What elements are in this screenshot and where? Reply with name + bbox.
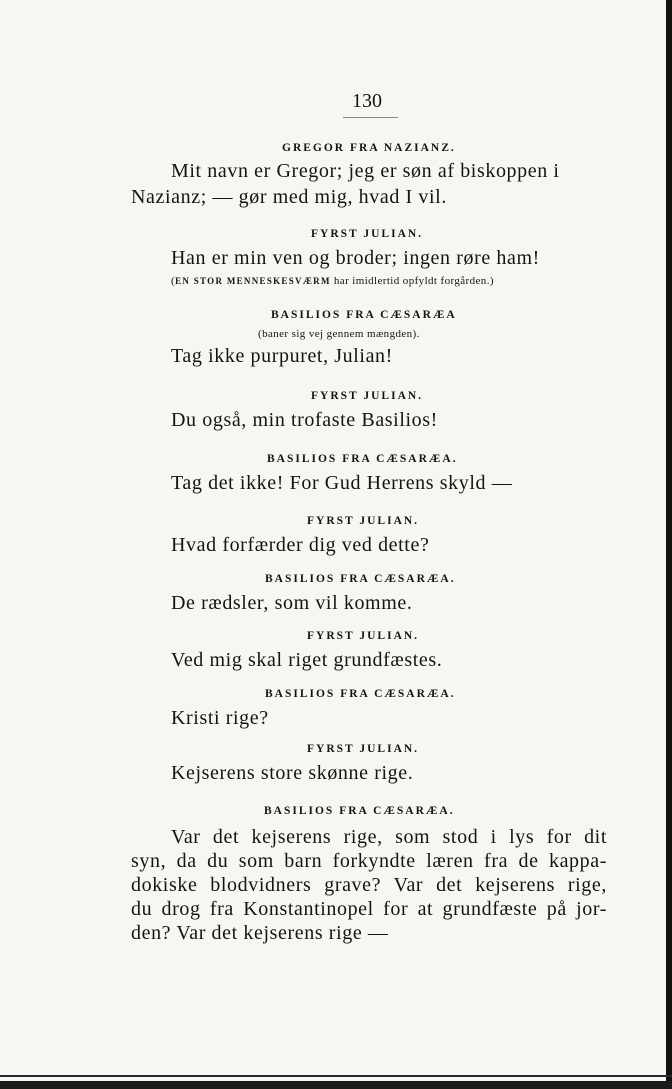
dialogue-line: Du også, min trofaste Basilios! (171, 409, 438, 431)
speaker-julian: FYRST JULIAN. (307, 630, 420, 642)
stage-direction: (baner sig vej gennem mængden). (258, 328, 420, 340)
dialogue-line: De rædsler, som vil komme. (171, 592, 413, 614)
dialogue-line: Tag ikke purpuret, Julian! (171, 345, 393, 367)
page-edge-shadow (666, 0, 672, 1089)
speaker-basilios: BASILIOS FRA CÆSARÆA. (265, 688, 456, 700)
dialogue-line: Nazianz; — gør med mig, hvad I vil. (131, 186, 447, 208)
dialogue-line: Han er min ven og broder; ingen røre ham! (171, 247, 540, 269)
dialogue-line: den? Var det kejserens rige — (131, 922, 389, 944)
page-bottom-edge (0, 1081, 672, 1089)
speaker-basilios: BASILIOS FRA CÆSARÆA. (265, 573, 456, 585)
speaker-basilios: BASILIOS FRA CÆSARÆA. (264, 805, 455, 817)
page-number: 130 (352, 90, 382, 112)
speaker-gregor: GREGOR FRA NAZIANZ. (282, 142, 456, 154)
page-bottom-line (0, 1075, 672, 1077)
speaker-julian: FYRST JULIAN. (307, 515, 420, 527)
stage-text: har imidlertid opfyldt forgården.) (330, 275, 494, 287)
speaker-basilios: BASILIOS FRA CÆSARÆA. (267, 453, 458, 465)
speaker-basilios: BASILIOS FRA CÆSARÆA (271, 309, 457, 321)
dialogue-line: Kristi rige? (171, 707, 269, 729)
dialogue-line: Ved mig skal riget grundfæstes. (171, 649, 443, 671)
dialogue-line: Kejserens store skønne rige. (171, 762, 414, 784)
dialogue-line: du drog fra Konstantinopel for at grundfæste på jor- (131, 898, 607, 920)
speaker-julian: FYRST JULIAN. (311, 390, 424, 402)
speaker-julian: FYRST JULIAN. (311, 228, 424, 240)
speaker-julian: FYRST JULIAN. (307, 743, 420, 755)
dialogue-line: Tag det ikke! For Gud Herrens skyld — (171, 472, 513, 494)
stage-caps: EN STOR MENNESKESVÆRM (175, 276, 331, 286)
dialogue-line: dokiske blodvidners grave? Var det kejserens rige, (131, 874, 607, 896)
stage-paren: ( (171, 275, 176, 287)
dialogue-line: syn, da du som barn forkyndte læren fra de kappa- (131, 850, 607, 872)
dialogue-line: Var det kejserens rige, som stod i lys for dit (171, 826, 607, 848)
dialogue-line: Hvad forfærder dig ved dette? (171, 534, 430, 556)
page-number-rule (343, 117, 398, 118)
stage-direction (171, 275, 494, 287)
dialogue-line: Mit navn er Gregor; jeg er søn af biskoppen i (171, 160, 560, 182)
